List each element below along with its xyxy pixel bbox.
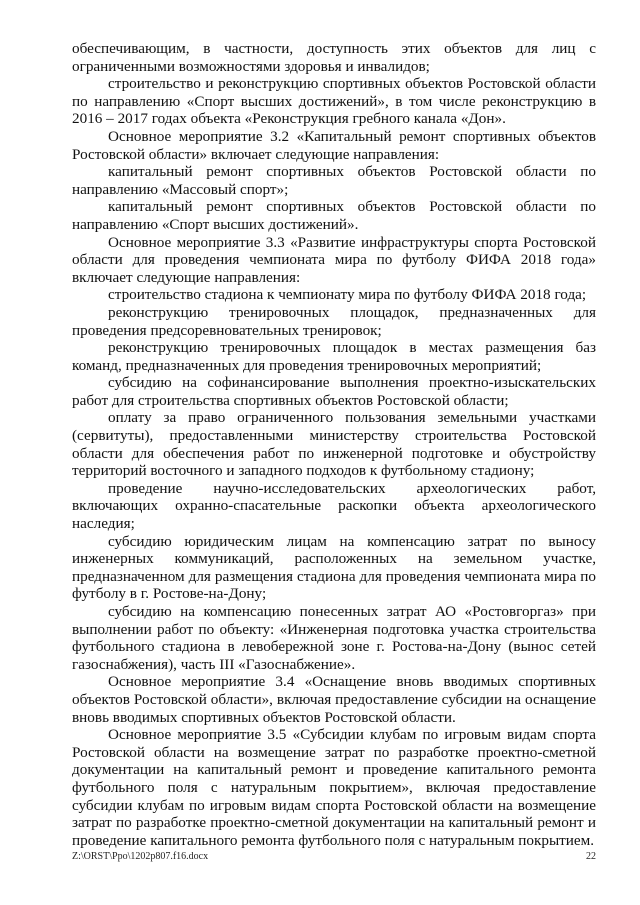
paragraph: Основное мероприятие 3.4 «Оснащение вновь вводимых спортивных объектов Ростовской области», включая предоставление субсидии на оснащение вновь вводимых спортивных объектов Ростовской области. — [72, 673, 596, 726]
paragraph: субсидию на софинансирование выполнения проектно-изыскательских работ для строительства спортивных объектов Ростовской области; — [72, 374, 596, 409]
paragraph: оплату за право ограниченного пользования земельными участками (сервитуты), предоставленными министерству строительства Ростовской области для обеспечения работ по инженерной подготовке и обустройству территорий восточного и западного подходов к футбольному стадиону; — [72, 409, 596, 480]
page-number: 22 — [586, 851, 596, 862]
paragraph-continuation: обеспечивающим, в частности, доступность этих объектов для лиц с ограниченными возможностями здоровья и инвалидов; — [72, 40, 596, 75]
paragraph: строительство стадиона к чемпионату мира по футболу ФИФА 2018 года; — [108, 286, 587, 304]
paragraph: строительство и реконструкцию спортивных объектов Ростовской области по направлению «Спорт высших достижений», в том числе реконструкцию в 2016 – 2017 годах объекта «Реконструкция гребного канала «Дон». — [72, 75, 596, 128]
paragraph: реконструкцию тренировочных площадок, предназначенных для проведения предсоревновательных тренировок; — [72, 303, 596, 339]
page-footer — [72, 851, 596, 865]
paragraph: реконструкцию тренировочных площадок в местах размещения баз команд, предназначенных для проведения тренировочных мероприятий; — [72, 339, 596, 374]
paragraph: Основное мероприятие 3.3 «Развитие инфраструктуры спорта Ростовской области для проведения чемпионата мира по футболу ФИФА 2018 года» включает следующие направления: — [72, 233, 596, 286]
footer-file-path: Z:\ORST\Ppo\1202p807.f16.docx — [72, 851, 209, 862]
paragraph: проведение научно-исследовательских археологических работ, включающих охранно-спасательные раскопки объекта археологического наследия; — [72, 479, 596, 533]
paragraph: Основное мероприятие 3.2 «Капитальный ремонт спортивных объектов Ростовской области» включает следующие направления: — [72, 127, 596, 163]
paragraph: капитальный ремонт спортивных объектов Ростовской области по направлению «Спорт высших достижений». — [72, 198, 596, 233]
paragraph: субсидию на компенсацию понесенных затрат АО «Ростовгоргаз» при выполнении работ по объекту: «Инженерная подготовка участка строительства футбольного стадиона в левобережной зоне г. Ростова-на-Дону (вынос сетей газоснабжения), часть III «Газоснабжение». — [72, 603, 596, 673]
paragraph: Основное мероприятие 3.5 «Субсидии клубам по игровым видам спорта Ростовской области на возмещение затрат по разработке проектно-сметной документации на капитальный ремонт и проведение капитального ремонта футбольного поля с натуральным покрытием», включая предоставление субсидии клубам по игровым видам спорта Ростовской области на возмещение затрат по разработке проектно-сметной документации на капитальный ремонт и проведение капитального ремонта футбольного поля с натуральным покрытием. — [72, 726, 596, 849]
paragraph: капитальный ремонт спортивных объектов Ростовской области по направлению «Массовый спорт»; — [72, 163, 596, 198]
paragraph: субсидию юридическим лицам на компенсацию затрат по выносу инженерных коммуникаций, расположенных на земельном участке, предназначенном для размещения стадиона для проведения чемпионата мира по футболу в г. Ростове-на-Дону; — [72, 532, 596, 603]
document-body — [72, 40, 596, 849]
